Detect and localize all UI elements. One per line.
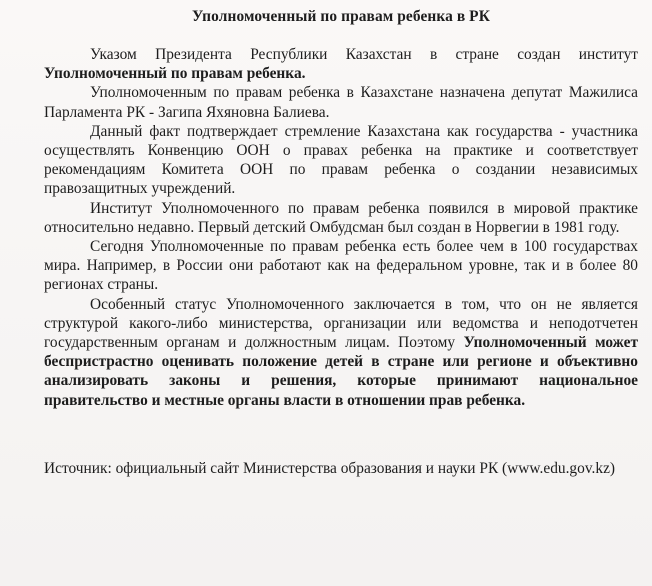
paragraph-1-bold: Уполномоченный по правам ребенка. <box>44 65 306 83</box>
paragraph-5: Сегодня Уполномоченные по правам ребенка есть более чем в 100 государствах мира. Например, в России они работают как на федеральном уровне, так и в более 80 регионах страны. <box>44 238 638 294</box>
paragraph-2: Уполномоченным по правам ребенка в Казахстане назначена депутат Мажилиса Парламента РК - Загипа Яхяновна Балиева. <box>44 84 638 121</box>
paragraph-6-text: Особенный статус Уполномоченного заключается в том, что он не является структурой какого-либо министерства, организации или ведомства и неподотчетен государственным органам и должностным лицам. Поэтому <box>44 295 638 352</box>
paragraph-3: Данный факт подтверждает стремление Казахстана как государства - участника осуществлять Конвенцию ООН о правах ребенка на практике и соответствует рекомендациям Комитета ООН по правам ребенка о создании независимых правозащитных учреждений. <box>44 122 638 198</box>
paragraph-6 <box>44 295 638 410</box>
source-note: Источник: официальный сайт Министерства образования и науки РК (www.edu.gov.kz) <box>44 459 616 477</box>
paragraph-1 <box>44 45 638 83</box>
paragraph-6-bold: Уполномоченный может беспристрастно оценивать положение детей в стране или регионе и объективно анализировать законы и решения, которые принимают национальное правительство и местные органы власти в отношении прав ребенка. <box>44 334 639 409</box>
paragraph-4: Институт Уполномоченного по правам ребенка появился в мировой практике относительно недавно. Первый детский Омбудсман был создан в Норвегии в 1981 году. <box>44 199 638 236</box>
document-title: Уполномоченный по правам ребенка в РК <box>192 8 490 25</box>
paragraph-1-text: Указом Президента Республики Казахстан в стране создан институт <box>90 46 638 63</box>
